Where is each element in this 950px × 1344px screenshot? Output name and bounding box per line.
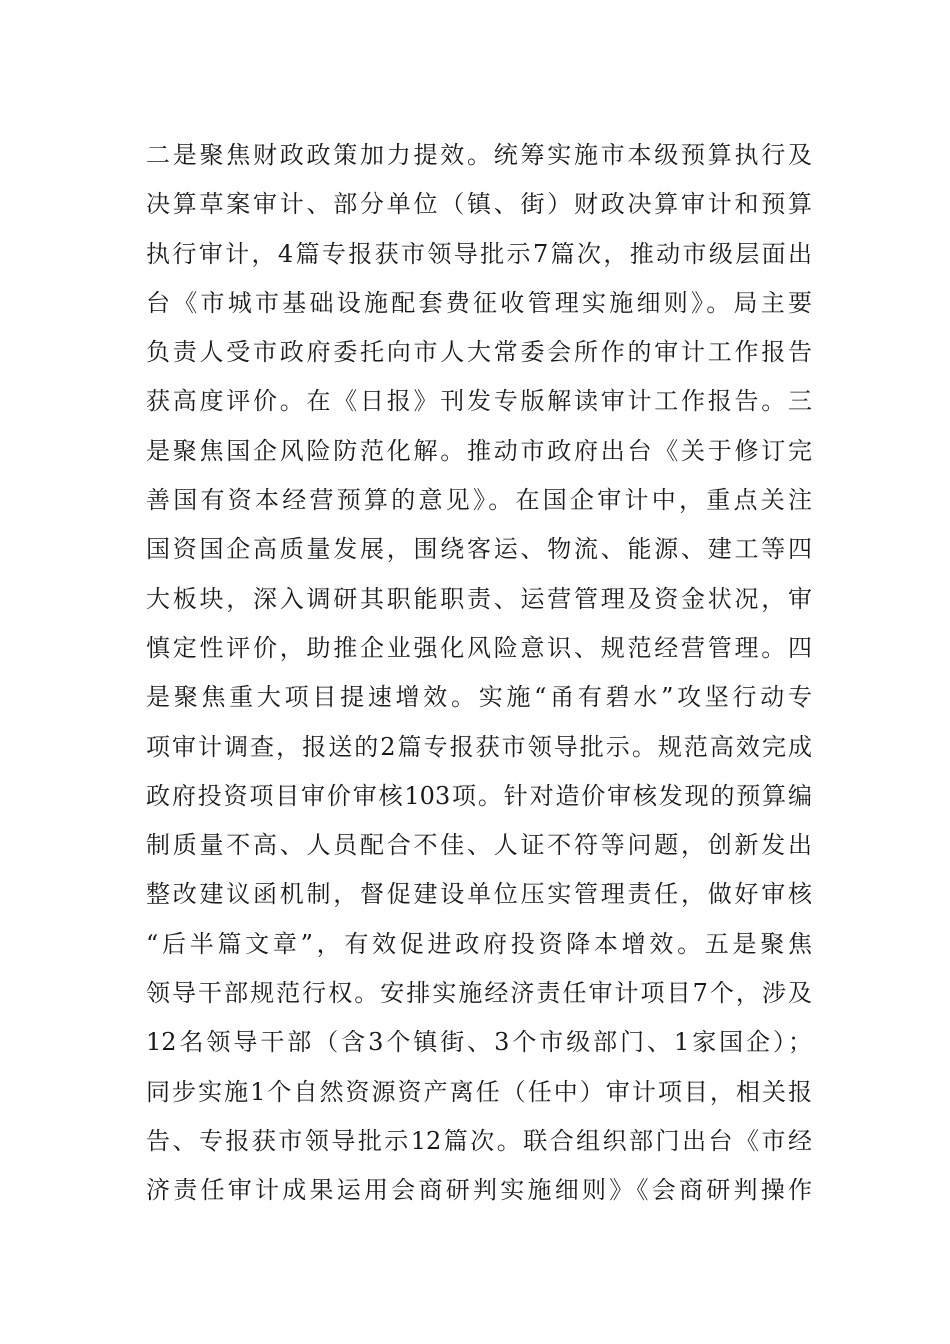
text-line-9: 国资国企高质量发展，围绕客运、物流、能源、建工等四	[146, 535, 812, 564]
text-line-22: 济责任审计成果运用会商研判实施细则》《会商研判操作	[146, 1176, 812, 1205]
text-line-3: 执行审计，4篇专报获市领导批示7篇次，推动市级层面出	[146, 239, 812, 268]
text-line-11: 慎定性评价，助推企业强化风险意识、规范经营管理。四	[146, 633, 812, 662]
text-line-17: “后半篇文章”，有效促进政府投资降本增效。五是聚焦	[146, 929, 812, 958]
text-line-7: 是聚焦国企风险防范化解。推动市政府出台《关于修订完	[146, 436, 812, 465]
text-line-18: 领导干部规范行权。安排实施经济责任审计项目7个，涉及	[146, 979, 812, 1008]
text-line-16: 整改建议函机制，督促建设单位压实管理责任，做好审核	[146, 880, 812, 909]
text-line-8: 善国有资本经营预算的意见》。在国企审计中，重点关注	[146, 486, 812, 515]
text-line-2: 决算草案审计、部分单位（镇、街）财政决算审计和预算	[146, 190, 812, 219]
body-text	[146, 131, 812, 1216]
text-line-5: 负责人受市政府委托向市人大常委会所作的审计工作报告	[146, 338, 812, 367]
text-line-19: 12名领导干部（含3个镇街、3个市级部门、1家国企）；	[146, 1028, 812, 1057]
text-line-10: 大板块，深入调研其职能职责、运营管理及资金状况，审	[146, 584, 812, 613]
text-line-14: 政府投资项目审价审核103项。针对造价审核发现的预算编	[146, 781, 812, 810]
text-line-6: 获高度评价。在《日报》刊发专版解读审计工作报告。三	[146, 387, 812, 416]
text-line-1: 二是聚焦财政政策加力提效。统筹实施市本级预算执行及	[146, 141, 812, 169]
text-line-21: 告、专报获市领导批示12篇次。联合组织部门出台《市经	[146, 1126, 812, 1155]
text-line-12: 是聚焦重大项目提速增效。实施“甬有碧水”攻坚行动专	[146, 683, 812, 712]
text-line-4: 台《市城市基础设施配套费征收管理实施细则》。局主要	[146, 288, 812, 317]
text-line-13: 项审计调查，报送的2篇专报获市领导批示。规范高效完成	[146, 732, 812, 761]
text-line-15: 制质量不高、人员配合不佳、人证不符等问题，创新发出	[146, 831, 812, 860]
text-line-20: 同步实施1个自然资源资产离任（任中）审计项目，相关报	[146, 1077, 812, 1106]
